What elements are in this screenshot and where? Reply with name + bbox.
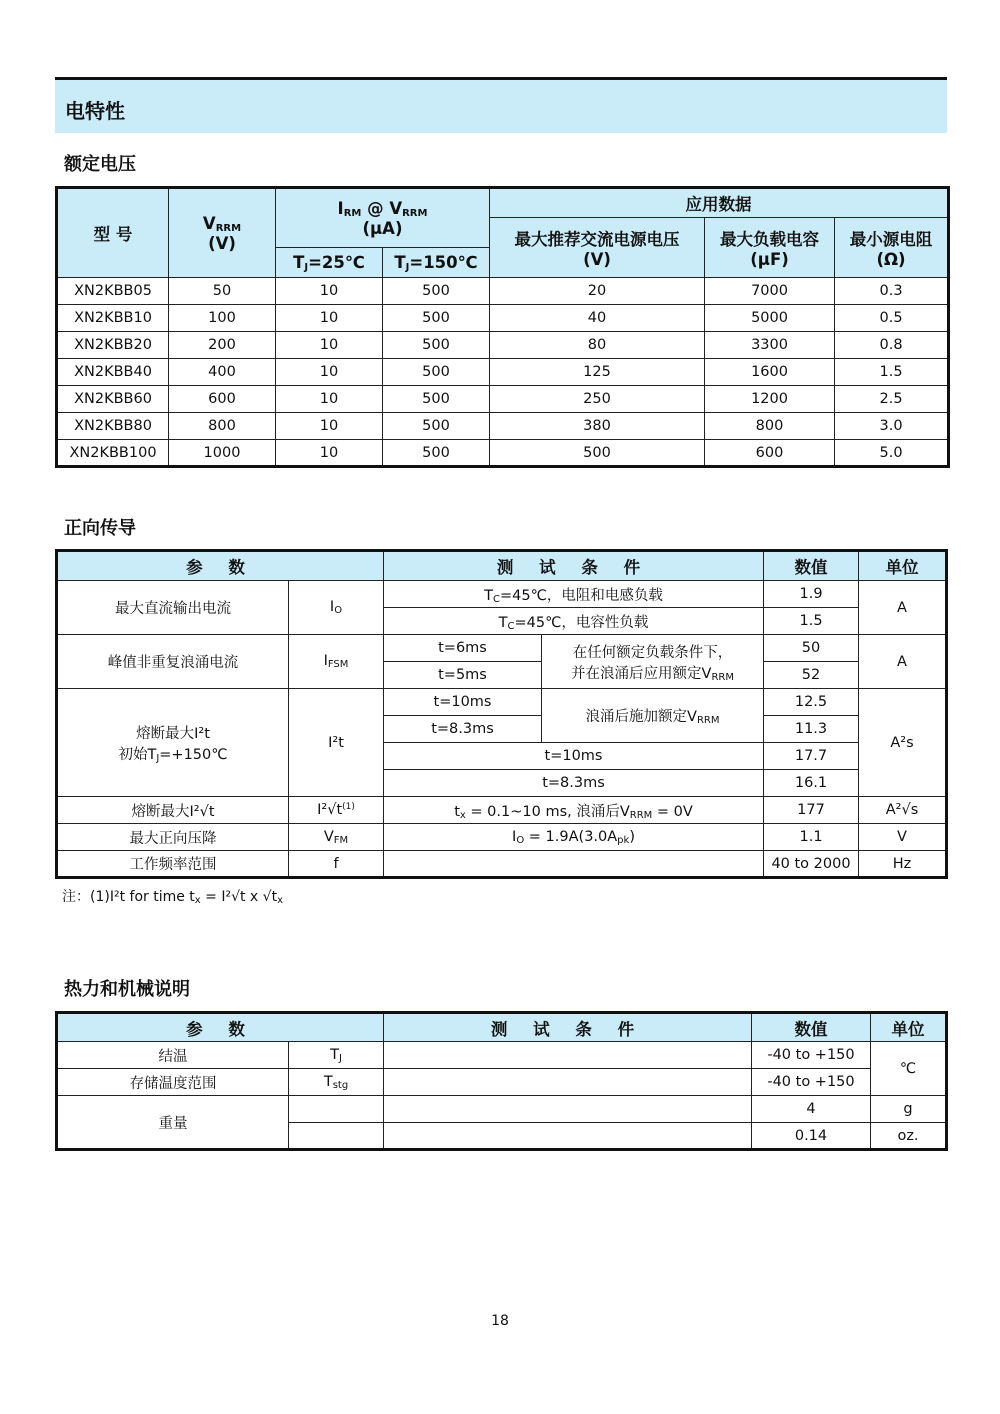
weight-cond-2 [384,1123,752,1150]
weight-cond-1 [384,1096,752,1123]
table-cell: 500 [383,305,490,332]
ifsm-cond: 在任何额定负载条件下， 并在浪涌后应用额定$V_{RRM}$ [542,635,764,689]
table-cell: XN2KBB60 [57,386,169,413]
table-row [57,824,947,851]
table-cell: 200 [169,332,276,359]
fc-header-value: 数值 [764,551,859,581]
table-cell: XN2KBB10 [57,305,169,332]
table-row [57,413,949,440]
tstg-name: 存储温度范围 [57,1069,289,1096]
footnote: 注：(1)I²t for time $t_x = I^2√t$ x $√t_x$ [62,889,284,906]
table-cell: 1000 [169,440,276,467]
freq-cond [384,851,764,878]
th-header-value: 数值 [752,1013,871,1042]
ifsm-t2: t=5ms [384,662,542,689]
tstg-value: -40 to +150 [752,1069,871,1096]
fc-header-param: 参 数 [57,551,384,581]
weight-unit1: g [871,1096,947,1123]
table-cell: 2.5 [835,386,949,413]
table-row [57,689,947,716]
table-row [57,851,947,878]
i2t-name: 熔断最大I²t 初始$T_J=+150℃$ [57,689,289,797]
table-cell: 10 [276,440,383,467]
table-cell: 1200 [705,386,835,413]
table-row [57,1096,947,1123]
vfm-symbol: $V_{FM}$ [289,824,384,851]
table-cell: 10 [276,386,383,413]
i2rt-cond: $t_x$ = 0.1~10 ms, 浪涌后$V_{RRM} = 0V$ [384,797,764,824]
i2rt-value: 177 [764,797,859,824]
table-row [57,359,949,386]
table-cell: 100 [169,305,276,332]
table-cell: 10 [276,278,383,305]
tstg-symbol: $T_{stg}$ [289,1069,384,1096]
header-tj150: $T_J=150℃$ [383,248,490,278]
io-val1: 1.9 [764,581,859,608]
table-cell: 500 [383,440,490,467]
i2rt-unit: A²√s [859,797,947,824]
freq-name: 工作频率范围 [57,851,289,878]
thermal-table [55,1011,948,1151]
th-header-unit: 单位 [871,1013,947,1042]
table-cell: XN2KBB05 [57,278,169,305]
table-cell: 10 [276,305,383,332]
vfm-unit: V [859,824,947,851]
table-cell: 10 [276,332,383,359]
weight-unit2: oz. [871,1123,947,1150]
section-banner [55,80,947,133]
table-cell: 500 [383,332,490,359]
ifsm-name: 峰值非重复浪涌电流 [57,635,289,689]
header-model: 型 号 [57,188,169,278]
forward-conduction-table [55,549,948,879]
i2t-cond: 浪涌后施加额定$V_{RRM}$ [542,689,764,743]
table-cell: 0.8 [835,332,949,359]
table-cell: 500 [383,278,490,305]
header-max-ac: 最大推荐交流电源电压 (V) [490,218,705,278]
table-row [57,278,949,305]
table-row [57,635,947,662]
i2t-val1: 12.5 [764,689,859,716]
table-cell: 0.5 [835,305,949,332]
vfm-cond: $I_O = 1.9A(3.0A_{pk})$ [384,824,764,851]
table-cell: 3300 [705,332,835,359]
table-cell: 380 [490,413,705,440]
table-cell: 600 [705,440,835,467]
table-row [57,440,949,467]
table-cell: 0.3 [835,278,949,305]
i2rt-symbol: $I^2√t^{(1)}$ [289,797,384,824]
io-cond2: $T_C=45℃$，电容性负载 [384,608,764,635]
tj-symbol: $T_J$ [289,1042,384,1069]
i2t-val2: 11.3 [764,716,859,743]
table-cell: XN2KBB40 [57,359,169,386]
table-row [57,1069,947,1096]
freq-value: 40 to 2000 [764,851,859,878]
page-number: 18 [491,1313,509,1329]
i2t-t4: t=8.3ms [384,770,764,797]
table-cell: XN2KBB20 [57,332,169,359]
header-app-data: 应用数据 [490,188,949,218]
table-row [57,386,949,413]
freq-unit: Hz [859,851,947,878]
table-row [57,332,949,359]
i2t-unit: A²s [859,689,947,797]
forward-conduction-heading: 正向传导 [64,518,136,539]
thermal-heading: 热力和机械说明 [64,979,190,1000]
tstg-cond [384,1069,752,1096]
fc-header-cond: 测 试 条 件 [384,551,764,581]
table-cell: 1600 [705,359,835,386]
table-cell: 800 [705,413,835,440]
vfm-value: 1.1 [764,824,859,851]
temp-unit: ℃ [871,1042,947,1096]
table-cell: 5000 [705,305,835,332]
table-cell: 80 [490,332,705,359]
rated-voltage-heading: 额定电压 [64,154,136,175]
table-cell: 40 [490,305,705,332]
table-row [57,305,949,332]
weight-val2: 0.14 [752,1123,871,1150]
ifsm-val1: 50 [764,635,859,662]
table-cell: 5.0 [835,440,949,467]
table-row [57,1042,947,1069]
table-cell: 20 [490,278,705,305]
table-cell: 500 [383,386,490,413]
table-cell: 10 [276,413,383,440]
i2t-val3: 17.7 [764,743,859,770]
i2t-t2: t=8.3ms [384,716,542,743]
ifsm-unit: A [859,635,947,689]
i2t-t1: t=10ms [384,689,542,716]
i2rt-name: 熔断最大I²√t [57,797,289,824]
table-cell: 800 [169,413,276,440]
tj-value: -40 to +150 [752,1042,871,1069]
table-cell: 3.0 [835,413,949,440]
weight-symbol-1 [289,1096,384,1123]
section-title: 电特性 [65,99,125,123]
table-cell: XN2KBB80 [57,413,169,440]
table-cell: 50 [169,278,276,305]
io-symbol: $I_O$ [289,581,384,635]
weight-name: 重量 [57,1096,289,1150]
weight-val1: 4 [752,1096,871,1123]
header-tj25: $T_J=25℃$ [276,248,383,278]
ifsm-val2: 52 [764,662,859,689]
table-cell: 600 [169,386,276,413]
table-cell: 500 [383,359,490,386]
table-cell: 500 [490,440,705,467]
header-max-cap: 最大负载电容 (μF) [705,218,835,278]
io-unit: A [859,581,947,635]
table-cell: 7000 [705,278,835,305]
table-row [57,581,947,608]
i2t-val4: 16.1 [764,770,859,797]
table-cell: 125 [490,359,705,386]
table-cell: 500 [383,413,490,440]
ifsm-t1: t=6ms [384,635,542,662]
rated-voltage-table [55,186,950,468]
th-header-cond: 测 试 条 件 [384,1013,752,1042]
header-min-res: 最小源电阻 (Ω) [835,218,949,278]
header-irm: $I_{RM}$ @ $V_{RRM}$ (μA) [276,188,490,248]
table-cell: 400 [169,359,276,386]
table-row [57,797,947,824]
table-cell: XN2KBB100 [57,440,169,467]
io-name: 最大直流输出电流 [57,581,289,635]
table-cell: 1.5 [835,359,949,386]
io-val2: 1.5 [764,608,859,635]
th-header-param: 参 数 [57,1013,384,1042]
freq-symbol: f [289,851,384,878]
io-cond1: $T_C=45℃$，电阻和电感负载 [384,581,764,608]
ifsm-symbol: $I_{FSM}$ [289,635,384,689]
table-cell: 250 [490,386,705,413]
table-cell: 10 [276,359,383,386]
i2t-t3: t=10ms [384,743,764,770]
fc-header-unit: 单位 [859,551,947,581]
vfm-name: 最大正向压降 [57,824,289,851]
header-vrrm: $V_{RRM}$ (V) [169,188,276,278]
tj-name: 结温 [57,1042,289,1069]
weight-symbol-2 [289,1123,384,1150]
i2t-symbol: I²t [289,689,384,797]
tj-cond [384,1042,752,1069]
